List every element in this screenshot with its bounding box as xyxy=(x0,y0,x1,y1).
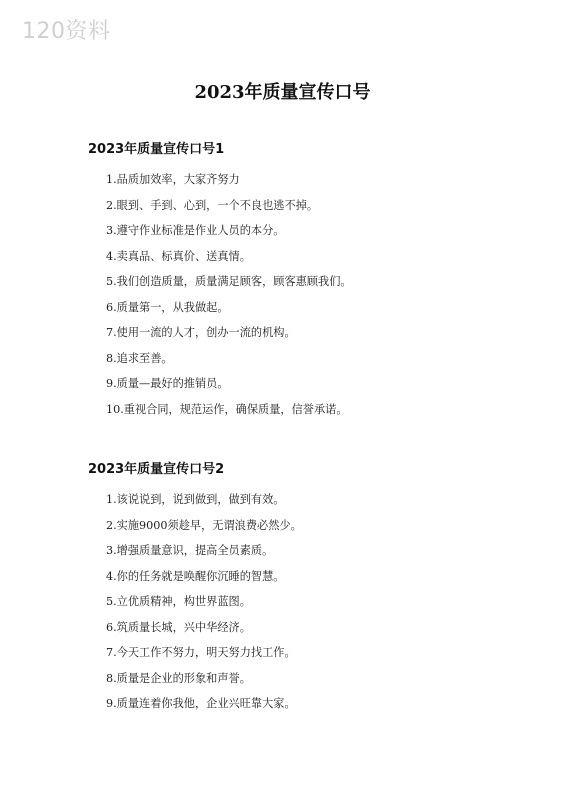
slogan-item: 8.追求至善。 xyxy=(106,351,173,365)
slogan-item: 7.使用一流的人才，创办一流的机构。 xyxy=(106,326,296,339)
slogan-item: 4.卖真品、标真价、送真情。 xyxy=(106,249,251,263)
slogan-item: 6.质量第一，从我做起。 xyxy=(106,300,229,314)
watermark-logo: 120资料 xyxy=(22,19,111,44)
slogan-list xyxy=(106,167,352,422)
slogan-item: 5.我们创造质量，质量满足顾客，顾客惠顾我们。 xyxy=(106,275,352,288)
slogan-list xyxy=(106,487,302,717)
slogan-item: 5.立优质精神，构世界蓝图。 xyxy=(106,595,251,608)
slogan-item: 1.该说说到，说到做到，做到有效。 xyxy=(106,493,285,506)
slogan-item: 2.实施9000须趁早，无谓浪费必然少。 xyxy=(106,518,302,532)
slogan-item: 1.品质加效率，大家齐努力 xyxy=(106,173,240,186)
slogan-item: 7.今天工作不努力，明天努力找工作。 xyxy=(106,646,296,659)
section-heading: 2023年质量宣传口号2 xyxy=(88,462,225,477)
slogan-item: 6.筑质量长城，兴中华经济。 xyxy=(106,620,251,634)
slogan-item: 9.质量连着你我他，企业兴旺靠大家。 xyxy=(106,697,296,710)
slogan-item: 3.增强质量意识，提高全员素质。 xyxy=(106,544,274,557)
slogan-item: 8.质量是企业的形象和声誉。 xyxy=(106,671,251,685)
slogan-item: 9.质量—最好的推销员。 xyxy=(106,377,229,390)
document-title: 2023年质量宣传口号 xyxy=(194,82,371,103)
slogan-item: 4.你的任务就是唤醒你沉睡的智慧。 xyxy=(106,569,285,583)
slogan-item: 2.眼到、手到、心到，一个不良也逃不掉。 xyxy=(106,198,319,212)
slogan-item: 3.遵守作业标准是作业人员的本分。 xyxy=(106,224,285,237)
section-heading: 2023年质量宣传口号1 xyxy=(88,142,225,157)
slogan-item: 10.重视合同，规范运作，确保质量，信誉承诺。 xyxy=(106,402,348,416)
